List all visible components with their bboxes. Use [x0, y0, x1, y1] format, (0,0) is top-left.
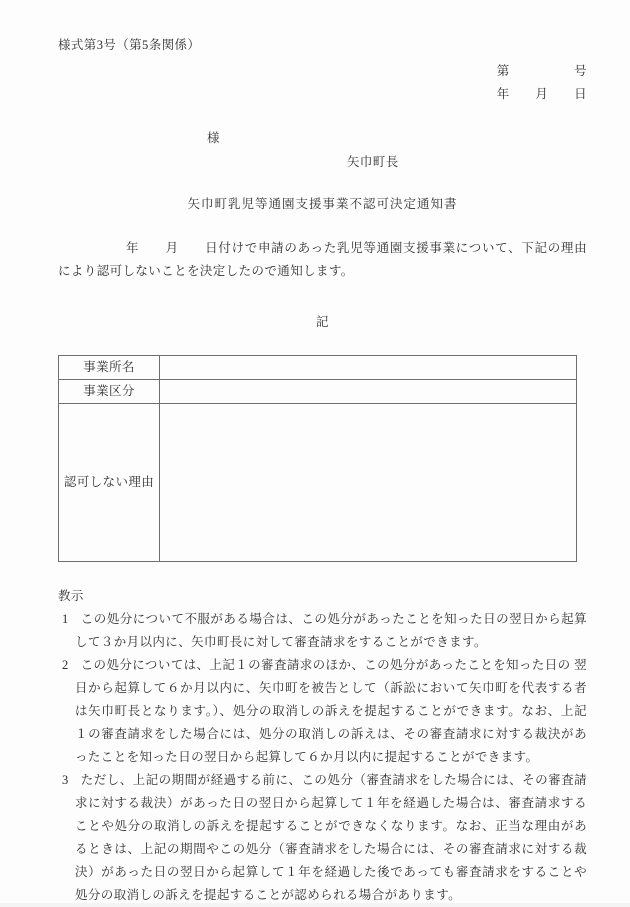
instructions-heading: 教示	[58, 589, 84, 603]
instruction-item-2-number: 2	[62, 658, 69, 672]
sender-title: 矢巾町長	[347, 155, 399, 169]
instruction-item-3	[58, 769, 587, 907]
document-title: 矢巾町乳児等通園支援事業不認可決定通知書	[187, 197, 458, 211]
record-marker: 記	[316, 315, 329, 329]
business-category-value-cell	[160, 380, 577, 404]
business-category-label-cell: 事業区分	[59, 380, 160, 404]
instruction-item-3-text: ただし、上記の期間が経過する前に、この処分（審査請求をした場合には、その審査請求に対する裁決）があった日の翌日から起算して１年を経過した場合は、審査請求することや処分の取消しの訴えを提起することができなくなります。なお、正当な理由があるときは、上記の期間やこの処分（審査請求をした場合には、その審査請求に対する裁決）があった日の翌日から起算して１年を経過した後であっても審査請求をすることや処分の取消しの訴えを提起することが認められる場合があります。	[75, 773, 587, 902]
table-row-office-name	[59, 356, 577, 380]
instruction-item-1-text: この処分について不服がある場合は、この処分があったことを知った日の翌日から起算して３か月以内に、矢巾町長に対して審査請求をすることができます。	[75, 612, 587, 649]
table-row-denial-reason	[59, 404, 577, 562]
document-number-line: 第 号	[496, 64, 587, 78]
denial-reason-value-cell	[160, 404, 577, 562]
office-name-value-cell	[160, 356, 577, 380]
form-number-label: 様式第3号（第5条関係）	[58, 38, 201, 52]
instruction-item-2	[58, 654, 587, 769]
instruction-item-3-number: 3	[62, 773, 69, 787]
table-row-business-category	[59, 380, 577, 404]
instruction-item-2-text: この処分については、上記１の審査請求のほか、この処分があったことを知った日の 翌日から起算して６か月以内に、矢巾町を被告として（訴訟において矢巾町を代表する者は矢巾町長となります。）、処分の取消しの訴えを提起することができます。なお、上記１の審査請求をした場合には、処分の取消しの訴えは、その審査請求に対する裁決があったことを知った日の翌日から起算して６か月以内に提起することができます。	[75, 658, 587, 764]
body-paragraph: 年 月 日付けで申請のあった乳児等通園支援事業について、下記の理由により認可しないことを決定したので通知します。	[58, 241, 587, 278]
office-name-label-cell: 事業所名	[59, 356, 160, 380]
details-table	[58, 355, 577, 562]
denial-reason-label-cell: 認可しない理由	[59, 404, 160, 562]
instruction-item-1	[58, 608, 587, 654]
document-date-line: 年 月 日	[496, 87, 587, 101]
addressee-line: 様	[207, 131, 220, 145]
instruction-item-1-number: 1	[62, 612, 69, 626]
